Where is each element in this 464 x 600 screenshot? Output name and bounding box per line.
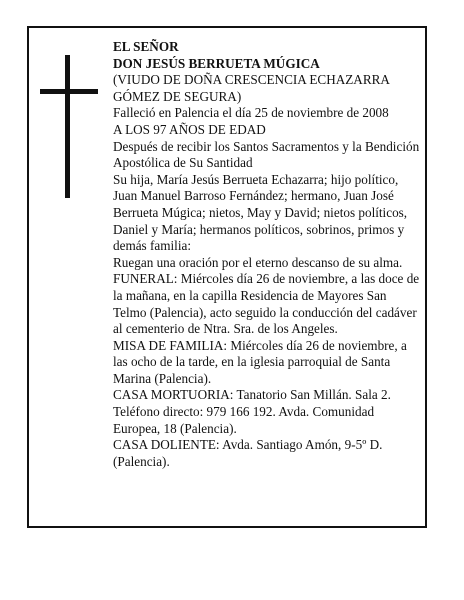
cross-vertical-bar <box>65 55 70 198</box>
funeral-info: FUNERAL: Miércoles día 26 de noviembre, a las doce de la mañana, en la capilla Residencia de Mayores San Telmo (Palencia), acto seguido la conducción del cadáver al cementerio de Ntra. Sra. de los Angeles. <box>113 271 420 337</box>
age-line: A LOS 97 AÑOS DE EDAD <box>113 121 266 137</box>
sacraments-line: Después de recibir los Santos Sacramentos y la Bendición Apostólica de Su Santidad <box>113 138 420 171</box>
family-mass-info: MISA DE FAMILIA: Miércoles día 26 de noviembre, a las ocho de la tarde, en la iglesia parroquial de Santa Marina (Palencia). <box>113 337 407 386</box>
title-line: EL SEÑOR <box>113 39 179 54</box>
cross-icon <box>40 55 98 198</box>
prayer-request: Ruegan una oración por el eterno descanso de su alma. <box>113 254 403 270</box>
mortuary-info: CASA MORTUORIA: Tanatorio San Millán. Sala 2. Teléfono directo: 979 166 192. Avda. Comunidad Europea, 18 (Palencia). <box>113 387 391 436</box>
obituary-text <box>113 39 423 470</box>
house-of-mourning-info: CASA DOLIENTE: Avda. Santiago Amón, 9-5º D. (Palencia). <box>113 437 383 469</box>
death-info: Falleció en Palencia el día 25 de noviembre de 2008 <box>113 105 389 121</box>
cross-horizontal-bar <box>40 89 98 94</box>
family-paragraph: Su hija, María Jesús Berrueta Echazarra; hijo político, Juan Manuel Barroso Fernández; hermano, Juan José Berrueta Múgica; nietos, May y David; nietos políticos, Daniel y María; hermanos políticos, sobrinos, primos y demás familia: <box>113 171 408 254</box>
deceased-name: DON JESÚS BERRUETA MÚGICA <box>113 55 320 71</box>
widower-of: (VIUDO DE DOÑA CRESCENCIA ECHAZARRA GÓMEZ DE SEGURA) <box>113 72 390 104</box>
